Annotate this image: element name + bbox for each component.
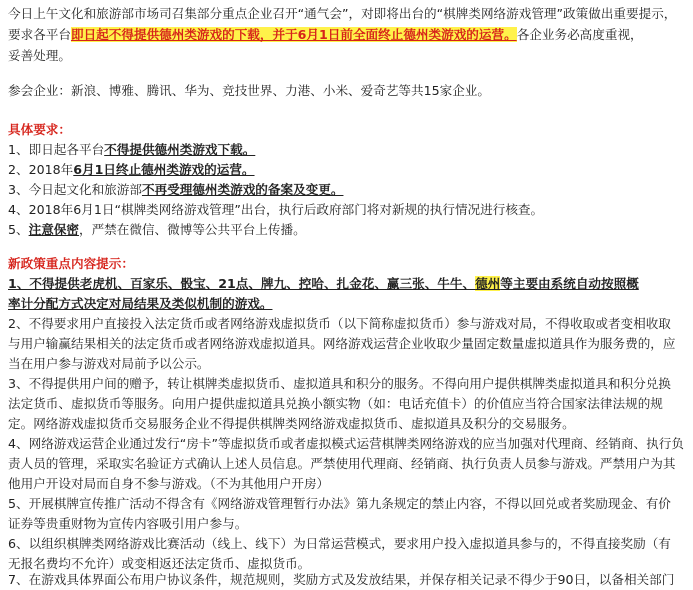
policy-item-4-cont: 责人员的管理，采取实名验证方式确认上述人员信息。严禁使用代理商、经销商、执行负责人员参与游戏。严禁用户为其 <box>8 456 676 471</box>
req-emphasis: 注意保密 <box>28 222 79 237</box>
policy-item-7-partial: 7、在游戏具体界面公布用户协议条件，规范规则，奖励方式及发放结果，并保存相关记录不得少于90日，以备相关部门 <box>8 572 675 587</box>
policy-item-3: 3、不得提供用户间的赠予，转让棋牌类虚拟货币、虚拟道具和积分的服务。不得向用户提供棋牌类虚拟道具和积分兑换 <box>8 376 671 391</box>
requirement-item <box>8 140 255 160</box>
intro-text: 要求各平台 <box>8 27 71 42</box>
policy-item-6: 6、以组织棋牌类网络游戏比赛活动（线上、线下）为日常运营模式，要求用户投入虚拟道具参与的，不得直接奖励（有 <box>8 536 671 551</box>
req-text: 2、2018年 <box>8 162 74 177</box>
req-emphasis: 不得提供德州类游戏下载。 <box>104 142 256 157</box>
req-text: ，严禁在微信、微博等公共平台上传播。 <box>78 222 306 237</box>
intro-highlight: 即日起不得提供德州类游戏的下载，并于6月1日前全面终止德州类游戏的运营。 <box>70 27 517 42</box>
policy-text: 等主要由系统自动按照概 <box>500 276 639 291</box>
policy-item-1-cont: 率计分配方式决定对局结果及类似机制的游戏。 <box>8 296 273 311</box>
requirement-item <box>8 220 306 240</box>
intro-line-3: 妥善处理。 <box>8 48 71 63</box>
req-text: 5、 <box>8 222 29 237</box>
policy-item-4: 4、网络游戏运营企业通过发行“房卡”等虚拟货币或者虚拟模式运营棋牌类网络游戏的应当加强对代理商、经销商、执行负 <box>8 436 684 451</box>
req-emphasis: 不再受理德州类游戏的备案及变更。 <box>141 182 344 197</box>
intro-line-2 <box>8 25 643 45</box>
req-emphasis: 6月1日终止德州类游戏的运营。 <box>73 162 255 177</box>
intro-text: 各企业务必高度重视， <box>516 27 643 42</box>
requirements-heading: 具体要求： <box>8 122 71 137</box>
participants: 参会企业：新浪、博雅、腾讯、华为、竞技世界、力港、小米、爱奇艺等共15家企业。 <box>8 83 490 98</box>
req-text: 1、即日起各平台 <box>8 142 105 157</box>
policy-item-2-cont: 当在用户参与游戏对局前予以公示。 <box>8 356 210 371</box>
policy-item-3-cont: 法定货币、虚拟货币等服务。向用户提供虚拟道具兑换小额实物（如：电话充值卡）的价值应当符合国家法律法规的规 <box>8 396 663 411</box>
requirement-item <box>8 160 255 180</box>
policy-item-5: 5、开展棋牌宣传推广活动不得含有《网络游戏管理暂行办法》第九条规定的禁止内容，不得以回兑或者奖励现金、有价 <box>8 496 671 511</box>
policy-item-4-cont: 他用户开设对局而自身不参与游戏。（不为其他用户开房） <box>8 476 330 491</box>
requirement-item <box>8 180 343 200</box>
policy-highlight: 德州 <box>475 276 501 291</box>
policy-text: 1、不得提供老虎机、百家乐、骰宝、21点、牌九、控哈、扎金花、赢三张、牛牛、 <box>8 276 476 291</box>
policy-item-2: 2、不得要求用户直接投入法定货币或者网络游戏虚拟货币（以下简称虚拟货币）参与游戏对局，不得收取或者变相收取 <box>8 316 671 331</box>
policy-item-3-cont: 定。网络游戏虚拟货币交易服务企业不得提供棋牌类网络游戏虚拟货币、虚拟道具及积分的交易服务。 <box>8 416 575 431</box>
policy-item-1 <box>8 274 639 294</box>
req-text: 3、今日起文化和旅游部 <box>8 182 142 197</box>
requirement-item: 4、2018年6月1日“棋牌类网络游戏管理”出台，执行后政府部门将对新规的执行情况进行核查。 <box>8 202 544 217</box>
policy-item-2-cont: 与用户输赢结果相关的法定货币或者网络游戏虚拟道具。网络游戏运营企业收取少量固定数量虚拟道具作为服务费的，应 <box>8 336 676 351</box>
policy-item-6-cont: 无报名费均不允许）或变相返还法定货币、虚拟货币。 <box>8 556 311 571</box>
intro-line-1: 今日上午文化和旅游部市场司召集部分重点企业召开“通气会”，对即将出台的“棋牌类网络游戏管理”政策做出重要提示， <box>8 6 677 21</box>
policy-item-5-cont: 证券等贵重财物为宣传内容吸引用户参与。 <box>8 516 248 531</box>
policy-heading: 新政策重点内容提示： <box>8 256 134 271</box>
